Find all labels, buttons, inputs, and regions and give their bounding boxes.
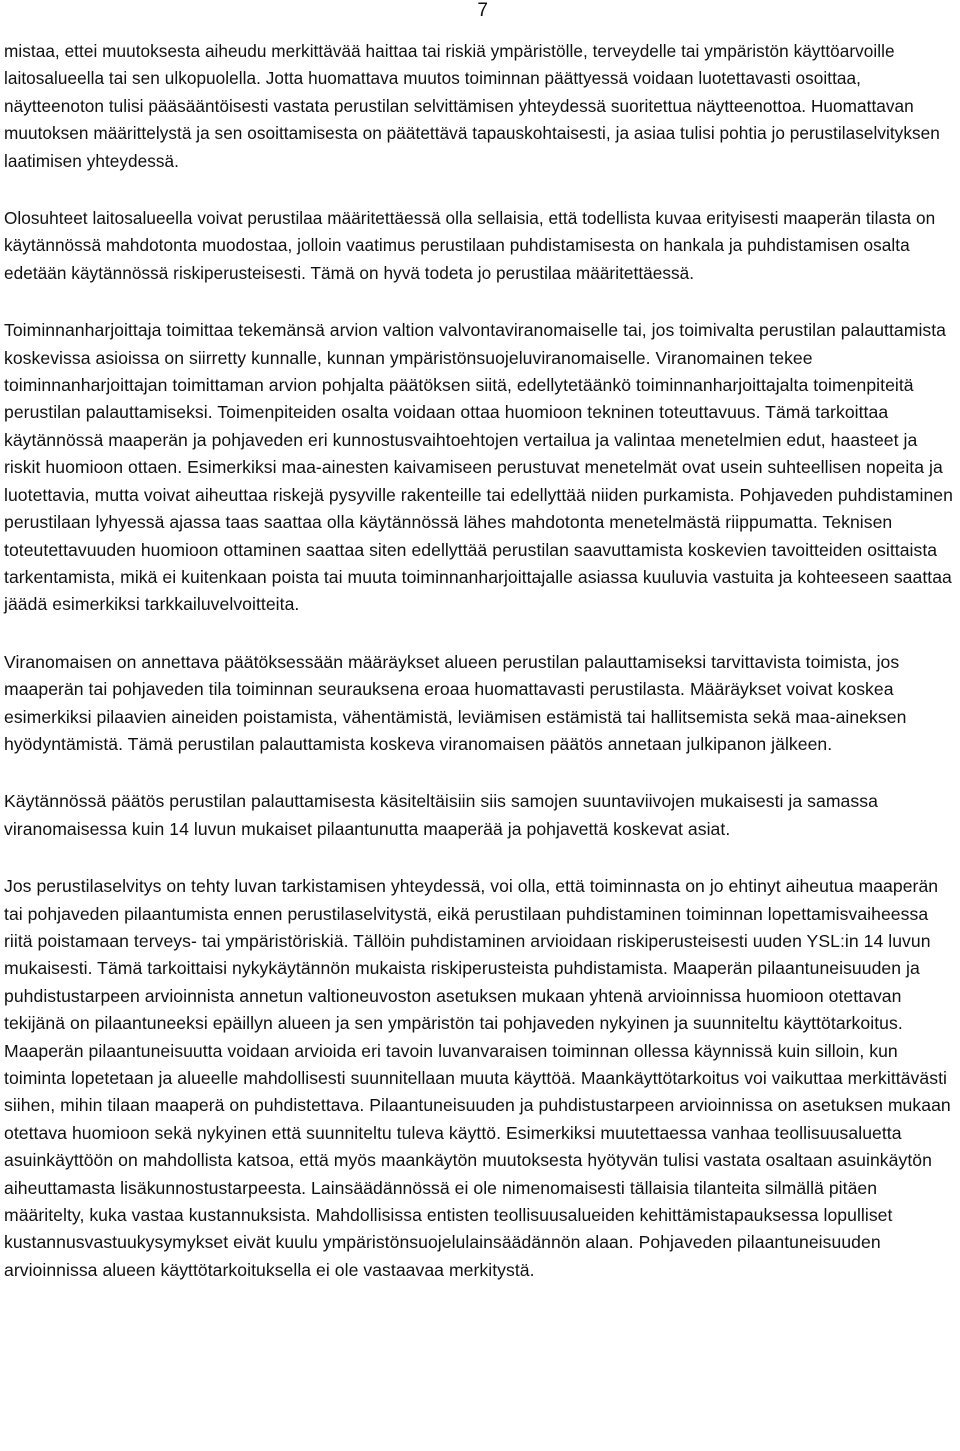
paragraph-5: Käytännössä päätös perustilan palauttamisesta käsiteltäisiin siis samojen suuntaviivojen mukaisesti ja samassa viranomaisessa kuin 14 luvun mukaiset pilaantunutta maaperää ja pohjavettä koskevat asiat. [4, 791, 878, 839]
paragraph-3: Toiminnanharjoittaja toimittaa tekemänsä arvion valtion valvontaviranomaiselle tai, jos toimivalta perustilan palauttamista koskevissa asioissa on siirretty kunnalle, kunnan ympäristönsuojeluviranomaiselle. Viranomainen tekee toiminnanharjoittajan toimittaman arvion pohjalta päätöksen siitä, edellytetäänkö toiminnanharjoittajalta toimenpiteitä perustilan palauttamiseksi. Toimenpiteiden osalta voidaan ottaa huomioon tekninen toteuttavuus. Tämä tarkoittaa käytännössä maaperän ja pohjaveden eri kunnostusvaihtoehtojen vertailua ja valintaa menetelmien edut, haasteet ja riskit huomioon ottaen. Esimerkiksi maa-ainesten kaivamiseen perustuvat menetelmät ovat usein suhteellisen nopeita ja luotettavia, mutta voivat aiheuttaa riskejä pysyville rakenteille tai edellyttää niiden purkamista. Pohjaveden puhdistaminen perustilaan lyhyessä ajassa taas saattaa olla käytännössä lähes mahdotonta menetelmästä riippumatta. Teknisen toteutettavuuden huomioon ottaminen saattaa siten edellyttää perustilan saavuttamista koskevien tavoitteiden osittaista tarkentamista, mikä ei kuitenkaan poista tai muuta toiminnanharjoittajalle asiassa kuuluvia vastuita ja kohteeseen saattaa jäädä esimerkiksi tarkkailuvelvoitteita. [4, 320, 953, 615]
document-body [4, 38, 956, 1284]
paragraph-6: Jos perustilaselvitys on tehty luvan tarkistamisen yhteydessä, voi olla, että toiminnasta on jo ehtinyt aiheutua maaperän tai pohjaveden pilaantumista ennen perustilaselvitystä, eikä perustilaan puhdistaminen toiminnan lopettamisvaiheessa riitä poistamaan terveys- tai ympäristöriskiä. Tällöin puhdistaminen arvioidaan riskiperusteisesti uuden YSL:in 14 luvun mukaisesti. Tämä tarkoittaisi nykykäytännön mukaista riskiperusteista puhdistamista. Maaperän pilaantuneisuuden ja puhdistustarpeen arvioinnista annetun valtioneuvoston asetuksen mukaan yhtenä arvioinnissa huomioon otettavan tekijänä on pilaantuneeksi epäillyn alueen ja sen ympäristön tai pohjaveden nykyinen ja suunniteltu käyttötarkoitus. Maaperän pilaantuneisuutta voidaan arvioida eri tavoin luvanvaraisen toiminnan ollessa käynnissä kuin silloin, kun toiminta lopetetaan ja alueelle mahdollisesti suunnitellaan muuta käyttöä. Maankäyttötarkoitus voi vaikuttaa merkittävästi siihen, mihin tilaan maaperä on puhdistettava. Pilaantuneisuuden ja puhdistustarpeen arvioinnissa on asetuksen mukaan otettava huomioon sekä nykyinen että suunniteltu tuleva käyttö. Esimerkiksi muutettaessa vanhaa teollisuusaluetta asuinkäyttöön on mahdollista katsoa, että myös maankäytön muutoksesta hyötyvän tulisi vastata osaltaan asuinkäytön aiheuttamasta lisäkunnostustarpeesta. Lainsäädännössä ei ole nimenomaisesti tällaisia tilanteita silmällä pitäen määritelty, kuka vastaa kustannuksista. Mahdollisissa entisten teollisuusalueiden kehittämistapauksessa lopulliset kustannusvastuukysymykset eivät kuulu ympäristönsuojelulainsäädännön alaan. Pohjaveden pilaantuneisuuden arvioinnissa alueen käyttötarkoituksella ei ole vastaavaa merkitystä. [4, 876, 951, 1280]
paragraph-1: mistaa, ettei muutoksesta aiheudu merkittävää haittaa tai riskiä ympäristölle, terveydelle tai ympäristön käyttöarvoille laitosalueella tai sen ulkopuolella. Jotta huomattava muutos toiminnan päättyessä voidaan luotettavasti osoittaa, näytteenoton tulisi pääsääntöisesti vastata perustilan selvittämisen yhteydessä suoritettua näytteenottoa. Huomattavan muutoksen määrittelystä ja sen osoittamisesta on päätettävä tapauskohtaisesti, ja asiaa tulisi pohtia jo perustilaselvityksen laatimisen yhteydessä. [4, 41, 940, 171]
paragraph-4: Viranomaisen on annettava päätöksessään määräykset alueen perustilan palauttamiseksi tarvittavista toimista, jos maaperän tai pohjaveden tila toiminnan seurauksena eroaa huomattavasti perustilasta. Määräykset voivat koskea esimerkiksi pilaavien aineiden poistamista, vähentämistä, leviämisen estämistä tai hallitsemista sekä maa-aineksen hyödyntämistä. Tämä perustilan palauttamista koskeva viranomaisen päätös annetaan julkipanon jälkeen. [4, 651, 907, 754]
page-number: 7 [477, 0, 488, 21]
paragraph-2: Olosuhteet laitosalueella voivat perustilaa määritettäessä olla sellaisia, että todellista kuvaa erityisesti maaperän tilasta on käytännössä mahdotonta muodostaa, jolloin vaatimus perustilaan puhdistamisesta on hankala ja puhdistamisen osalta edetään käytännössä riskiperusteisesti. Tämä on hyvä todeta jo perustilaa määritettäessä. [4, 208, 936, 283]
